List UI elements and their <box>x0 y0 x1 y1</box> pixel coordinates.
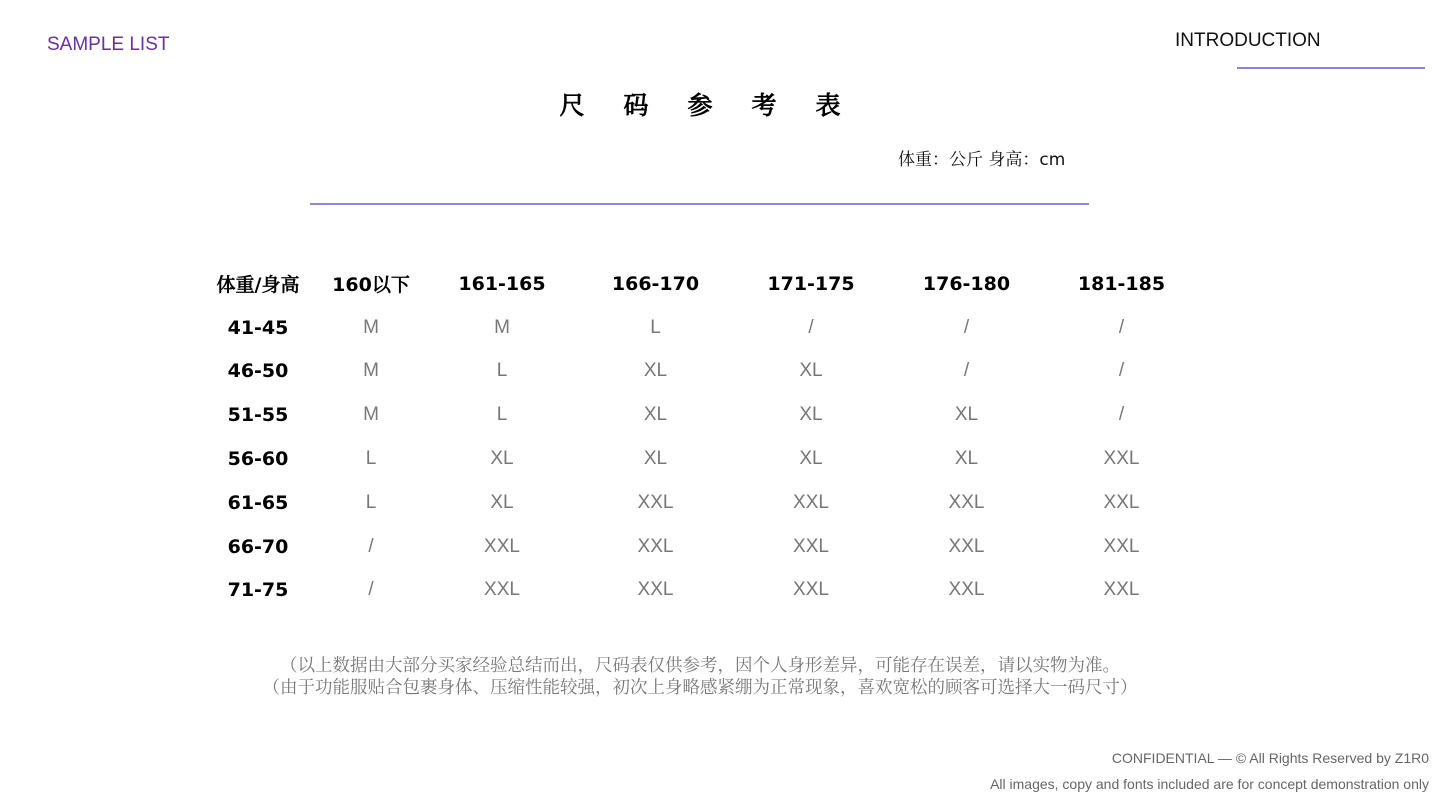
size-cell: XXL <box>637 535 674 557</box>
table-row <box>200 350 1199 394</box>
size-cell: XL <box>643 360 668 382</box>
size-cell: / <box>368 535 374 557</box>
size-cell: XXL <box>948 535 985 557</box>
size-cell: L <box>496 360 508 382</box>
table-row <box>200 481 1199 525</box>
size-cell: XL <box>643 404 668 426</box>
row-header: 56-60 <box>227 448 289 471</box>
table-row <box>200 437 1199 481</box>
size-cell: / <box>963 360 970 382</box>
row-header: 71-75 <box>227 579 289 602</box>
size-cell: L <box>365 491 377 513</box>
size-cell: XXL <box>484 579 520 601</box>
row-header: 61-65 <box>227 491 289 514</box>
size-cell: / <box>368 579 374 601</box>
size-cell: XL <box>954 404 979 426</box>
table-header-row <box>200 262 1199 306</box>
size-cell: XXL <box>484 535 520 557</box>
size-cell: L <box>650 316 661 338</box>
title-char: 表 <box>815 91 841 120</box>
size-cell: XXL <box>948 491 985 513</box>
size-cell: M <box>363 360 379 382</box>
size-cell: M <box>363 316 379 338</box>
size-cell: XL <box>490 491 514 513</box>
size-cell: / <box>963 316 970 338</box>
column-header: 166-170 <box>611 272 700 295</box>
row-header: 51-55 <box>227 404 289 427</box>
column-header: 160以下 <box>332 274 410 297</box>
column-header: 171-175 <box>767 272 855 295</box>
introduction-label: INTRODUCTION <box>1175 30 1321 51</box>
row-header: 41-45 <box>227 316 289 339</box>
size-cell: / <box>1118 316 1125 338</box>
size-cell: XXL <box>637 491 674 513</box>
size-cell: XL <box>799 448 823 470</box>
size-cell: XXL <box>637 579 674 601</box>
size-cell: XL <box>954 448 979 470</box>
size-cell: XXL <box>1103 448 1140 470</box>
size-cell: L <box>365 448 377 470</box>
table-row <box>200 393 1199 437</box>
note-line: （由于功能服贴合包裹身体、压缩性能较强，初次上身略感紧绷为正常现象，喜欢宽松的顾客可选择大一码尺寸） <box>262 678 1138 698</box>
column-header: 181-185 <box>1077 272 1166 295</box>
size-cell: XXL <box>793 579 829 601</box>
title-char: 尺 <box>559 91 585 120</box>
table-body <box>200 306 1199 613</box>
size-cell: / <box>1118 360 1125 382</box>
table-row <box>200 306 1199 350</box>
note-line: （以上数据由大部分买家经验总结而出，尺码表仅供参考，因个人身形差异，可能存在误差，请以实物为准。 <box>280 656 1120 676</box>
footer-disclaimer: All images, copy and fonts included are for concept demonstration only <box>990 776 1429 792</box>
size-cell: XXL <box>1103 579 1140 601</box>
size-cell: XL <box>643 448 668 470</box>
corner-header: 体重/身高 <box>216 274 300 297</box>
title-divider <box>310 203 1089 205</box>
size-chart-table <box>200 262 1199 612</box>
notes <box>0 655 1400 699</box>
size-cell: XXL <box>793 535 829 557</box>
size-cell: XL <box>799 404 823 426</box>
table-row <box>200 525 1199 569</box>
title-char: 考 <box>751 91 777 120</box>
size-cell: XL <box>490 448 514 470</box>
size-cell: M <box>494 316 510 338</box>
size-cell: / <box>808 316 814 338</box>
row-header: 66-70 <box>227 535 289 558</box>
title-char: 码 <box>623 91 649 120</box>
title-char: 参 <box>687 91 713 120</box>
size-cell: XL <box>799 360 823 382</box>
size-cell: XXL <box>1103 535 1140 557</box>
row-header: 46-50 <box>227 360 289 383</box>
size-cell: / <box>1118 404 1125 426</box>
column-header: 161-165 <box>458 272 546 295</box>
size-cell: XXL <box>793 491 829 513</box>
column-header: 176-180 <box>922 272 1011 295</box>
size-cell: XXL <box>1103 491 1140 513</box>
page-title <box>0 86 1400 122</box>
size-cell: L <box>496 404 508 426</box>
introduction-underline <box>1237 67 1425 69</box>
table-row <box>200 569 1199 613</box>
sample-list-label: SAMPLE LIST <box>47 34 170 55</box>
footer-confidential: CONFIDENTIAL — © All Rights Reserved by Z1R0 <box>1111 750 1429 766</box>
units-note: 体重：公斤 身高：cm <box>898 150 1066 170</box>
size-cell: M <box>363 404 379 426</box>
size-cell: XXL <box>948 579 985 601</box>
